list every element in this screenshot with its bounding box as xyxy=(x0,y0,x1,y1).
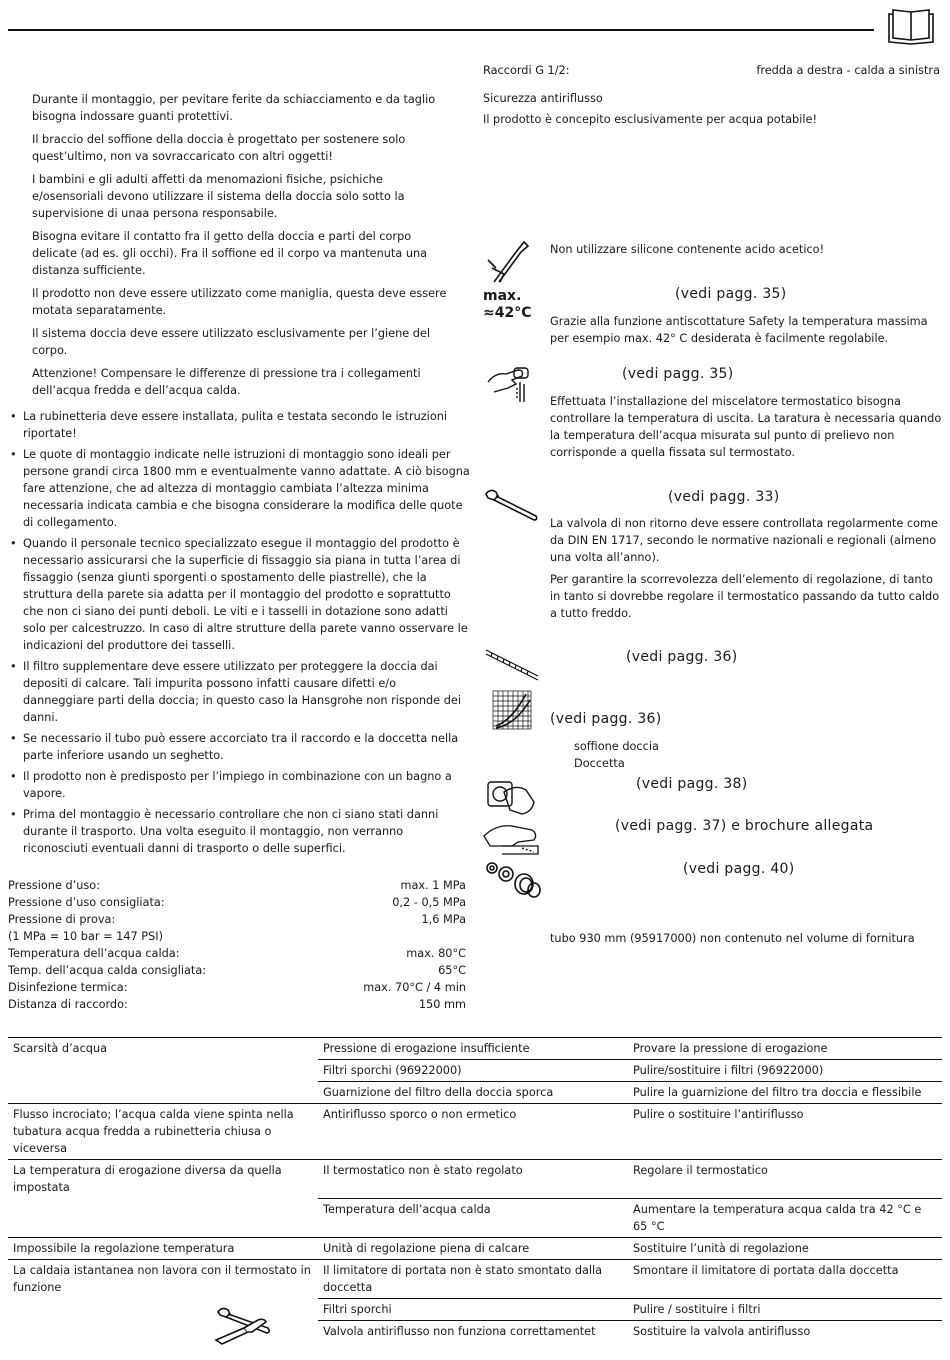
spec-label: Disinfezione termica: xyxy=(8,981,128,994)
spec-row xyxy=(8,979,466,996)
problem-cell: La temperatura di erogazione diversa da quella impostata xyxy=(8,1160,318,1199)
remedy-cell: Pulire / sostituire i filtri xyxy=(628,1298,942,1320)
problem-cell xyxy=(8,1082,318,1104)
problem-cell: Impossibile la regolazione temperatura xyxy=(8,1237,318,1259)
parts-icon xyxy=(484,858,542,900)
problem-cell xyxy=(8,1198,318,1237)
page-ref: (vedi pagg. 35) xyxy=(622,366,734,382)
spec-label: Distanza di raccordo: xyxy=(8,998,128,1011)
raccordi-label: Raccordi G 1/2: xyxy=(483,64,570,77)
ruler-icon xyxy=(484,648,540,682)
table-row xyxy=(8,1298,942,1320)
table-row xyxy=(8,1237,942,1259)
soffione-label: soffione doccia xyxy=(574,740,659,753)
spec-label: Pressione di prova: xyxy=(8,913,116,926)
spec-row xyxy=(8,928,466,945)
book-icon xyxy=(887,8,935,46)
warning-text: Bisogna evitare il contatto fra il getto della doccia e parti del corpo delicate (ad es. gli occhi). Fra il soffione ed il corpo va mantenuta una distanza sufficiente. xyxy=(32,230,428,277)
table-row xyxy=(8,1160,942,1199)
cause-cell: Filtri sporchi (96922000) xyxy=(318,1060,628,1082)
cleaning-hand-icon xyxy=(482,820,542,858)
remedy-cell: Sostituire la valvola antiriflusso xyxy=(628,1320,942,1342)
raccordi-value: fredda a destra - calda a sinistra xyxy=(756,64,940,77)
table-row xyxy=(8,1104,942,1160)
taratura-text: Effettuata l’installazione del miscelatore termostatico bisogna controllare la temperatura di uscita. La taratura è necessaria quando la temperatura dell’acqua misurata sul punto di prelievo non corrisponde a quella fissata sul termostato. xyxy=(550,395,942,459)
cause-cell: Antiriflusso sporco o non ermetico xyxy=(318,1104,628,1160)
page-ref: (vedi pagg. 40) xyxy=(683,861,795,877)
warning-text: I bambini e gli adulti affetti da menomazioni fisiche, psichiche e/osensoriali devono utilizzare il sistema della doccia solo sotto la supervisione di unaa persona responsabile. xyxy=(32,173,405,220)
problem-cell: Flusso incrociato; l’acqua calda viene spinta nella tubatura acqua fredda a rubinetteria chiusa o viceversa xyxy=(8,1104,318,1160)
table-row xyxy=(8,1198,942,1237)
cause-cell: Unità di regolazione piena di calcare xyxy=(318,1237,628,1259)
scorrevolezza-text: Per garantire la scorrevolezza dell’elemento di regolazione, di tanto in tanto si dovrebbe regolare il termostatico passando da tutto caldo a tutto freddo. xyxy=(550,573,940,620)
thermostat-knob-icon xyxy=(486,776,536,818)
header-rule xyxy=(8,29,874,31)
problem-cell xyxy=(8,1060,318,1082)
list-item: • Il prodotto non è predisposto per l’impiego in combinazione con un bagno a vapore. xyxy=(8,768,470,802)
remedy-cell: Pulire/sostituire i filtri (96922000) xyxy=(628,1060,942,1082)
cause-cell: Il termostatico non è stato regolato xyxy=(318,1160,628,1199)
table-row xyxy=(8,1060,942,1082)
cause-cell: Temperatura dell’acqua calda xyxy=(318,1198,628,1237)
problem-cell: Scarsità d’acqua xyxy=(8,1038,318,1060)
warning-text: Il prodotto non deve essere utilizzato come maniglia, questa deve essere motata separatamente. xyxy=(32,287,447,317)
page-ref: (vedi pagg. 38) xyxy=(636,776,748,792)
remedy-cell: Regolare il termostatico xyxy=(628,1160,942,1199)
spec-value: 150 mm xyxy=(418,998,466,1011)
hand-thermostat-icon xyxy=(486,362,532,406)
spec-value: 1,6 MPa xyxy=(421,913,466,926)
tools-icon xyxy=(214,1306,274,1346)
spec-row xyxy=(8,962,466,979)
spec-label: Temp. dell’acqua calda consigliata: xyxy=(8,964,207,977)
warning-text: Il sistema doccia deve essere utilizzato esclusivamente per l’giene del corpo. xyxy=(32,327,431,357)
remedy-cell: Sostituire l’unità di regolazione xyxy=(628,1237,942,1259)
spec-row xyxy=(8,911,466,928)
max-temp: ≈42°C xyxy=(483,305,532,321)
spec-label: (1 MPa = 10 bar = 147 PSI) xyxy=(8,930,164,943)
cause-cell: Il limitatore di portata non è stato smontato dalla doccetta xyxy=(318,1259,628,1298)
spec-label: Pressione d’uso: xyxy=(8,879,101,892)
spec-row xyxy=(8,894,466,911)
spec-value: max. 70°C / 4 min xyxy=(363,981,466,994)
doccetta-label: Doccetta xyxy=(574,757,625,770)
cause-cell: Pressione di erogazione insufficiente xyxy=(318,1038,628,1060)
installation-notes xyxy=(8,408,470,861)
cause-cell: Filtri sporchi xyxy=(318,1298,628,1320)
warning-text: Il braccio del soffione della doccia è progettato per sostenere solo quest’ultimo, non va sovraccaricato con altri oggetti! xyxy=(32,133,406,163)
list-item: • Se necessario il tubo può essere accorciato tra il raccordo e la doccetta nella parte inferiore usando un seghetto. xyxy=(8,730,470,764)
warning-text: Attenzione! Compensare le differenze di pressione tra i collegamenti dell’acqua fredda e dell’acqua calda. xyxy=(32,367,421,397)
page-ref: (vedi pagg. 37) e brochure allegata xyxy=(615,818,874,834)
page-ref: (vedi pagg. 36) xyxy=(626,649,738,665)
problem-cell: La caldaia istantanea non lavora con il termostato in funzione xyxy=(8,1259,318,1298)
list-item: • Quando il personale tecnico specializzato esegue il montaggio del prodotto è necessario assicurarsi che la superficie di fissaggio sia piana in tutta l’area di fissaggio (senza giunti sporgenti o spostamento delle piastrelle), che la struttura della parete sia adatta per il montaggio del prodotto e soprattutto che non ci siano dei punti deboli. Le viti e i tasselli in dotazione sono adatti solo per calcestruzzo. In caso di altre strutture della parete vanno osservare le indicazioni del produttore dei tasselli. xyxy=(8,535,470,654)
tubo-note: tubo 930 mm (95917000) non contenuto nel volume di fornitura xyxy=(550,932,915,945)
remedy-cell: Aumentare la temperatura acqua calda tra 42 °C e 65 °C xyxy=(628,1198,942,1237)
list-item: • Il filtro supplementare deve essere utilizzato per proteggere la doccia dai depositi di calcare. Tali impurita possono infatti causare difetti e/o danneggiare parti della doccia; in questo caso la Hansgrohe non risponde dei danni. xyxy=(8,658,470,726)
spec-value: max. 1 MPa xyxy=(400,879,466,892)
troubleshooting-table xyxy=(8,1037,942,1342)
flow-graph-icon xyxy=(492,690,532,730)
cause-cell: Valvola antiriflusso non funziona correttamentet xyxy=(318,1320,628,1342)
wrench-icon xyxy=(484,488,540,522)
max-label: max. xyxy=(483,288,522,304)
technical-data xyxy=(8,877,466,1013)
sicurezza-label: Sicurezza antiriflusso xyxy=(483,92,603,105)
safety-warnings xyxy=(32,91,452,405)
page-ref: (vedi pagg. 33) xyxy=(668,489,780,505)
spec-value: 0,2 - 0,5 MPa xyxy=(392,896,466,909)
spec-label: Temperatura dell’acqua calda: xyxy=(8,947,180,960)
remedy-cell: Smontare il limitatore di portata dalla doccetta xyxy=(628,1259,942,1298)
cause-cell: Guarnizione del filtro della doccia sporca xyxy=(318,1082,628,1104)
table-row xyxy=(8,1038,942,1060)
list-item: • Prima del montaggio è necessario controllare che non ci siano stati danni durante il trasporto. Una volta eseguito il montaggio, non verranno riconosciuti eventuali danni di trasporto o delle superfici. xyxy=(8,806,470,857)
potabile-note: Il prodotto è concepito esclusivamente per acqua potabile! xyxy=(483,113,817,126)
spec-row xyxy=(8,945,466,962)
table-row xyxy=(8,1320,942,1342)
table-row xyxy=(8,1082,942,1104)
list-item: • Le quote di montaggio indicate nelle istruzioni di montaggio sono ideali per persone grandi circa 1800 mm e eventualmente vanno adattate. A ciò bisogna fare attenzione, che ad altezza di montaggio cambiata l’altezza minima necessaria indicata cambia e che bisogna considerare la modifica delle quote di collegamento. xyxy=(8,446,470,531)
table-row xyxy=(8,1259,942,1298)
warning-text: Durante il montaggio, per pevitare ferite da schiacciamento e da taglio bisogna indossare guanti protettivi. xyxy=(32,93,436,123)
page-ref: (vedi pagg. 36) xyxy=(550,711,662,727)
list-item: • La rubinetteria deve essere installata, pulita e testata secondo le istruzioni riportate! xyxy=(8,408,470,442)
spec-label: Pressione d’uso consigliata: xyxy=(8,896,165,909)
spec-row xyxy=(8,996,466,1013)
silicone-warning: Non utilizzare silicone contenente acido acetico! xyxy=(550,243,825,256)
spec-value: 65°C xyxy=(438,964,466,977)
page-ref: (vedi pagg. 35) xyxy=(675,286,787,302)
remedy-cell: Pulire o sostituire l’antiriflusso xyxy=(628,1104,942,1160)
remedy-cell: Pulire la guarnizione del filtro tra doccia e flessibile xyxy=(628,1082,942,1104)
spec-row xyxy=(8,877,466,894)
spec-value: max. 80°C xyxy=(406,947,466,960)
valvola-text: La valvola di non ritorno deve essere controllata regolarmente come da DIN EN 1717, secondo le normative nazionali e regionali (almeno una volta all’anno). xyxy=(550,517,938,564)
remedy-cell: Provare la pressione di erogazione xyxy=(628,1038,942,1060)
silicone-gun-icon xyxy=(486,238,530,286)
antiscottature-text: Grazie alla funzione antiscottature Safety la temperatura massima per esempio max. 42° C desiderata è facilmente regolabile. xyxy=(550,315,928,345)
